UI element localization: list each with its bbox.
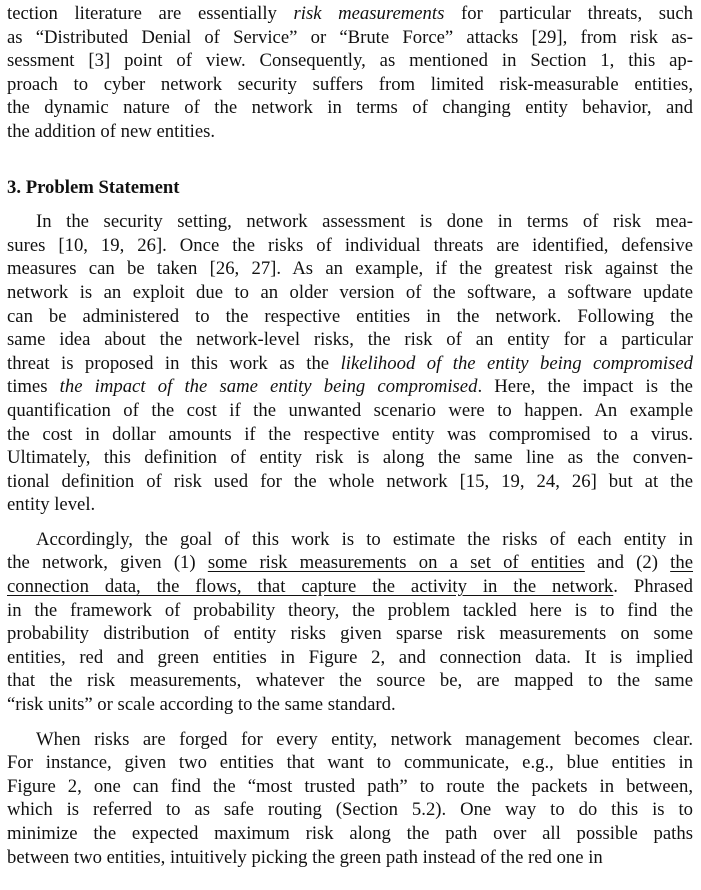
text-line: same idea about the network-level risks, the risk of an entity for a particular (7, 329, 693, 351)
paragraph-network-management (7, 728, 693, 870)
text-line: as “Distributed Denial of Service” or “Brute Force” attacks [29], from risk as- (7, 26, 693, 48)
text-line: proach to cyber network security suffers from limited risk-measurable entities, (7, 73, 693, 95)
text-line: the network, given (1) some risk measurements on a set of entities and (2) the (7, 552, 694, 574)
text-line: the cost in dollar amounts if the respective entity was compromised to a virus. (7, 423, 693, 445)
text-line: When risks are forged for every entity, network management becomes clear. (36, 728, 693, 750)
text-line: sures [10, 19, 26]. Once the risks of individual threats are identified, defensive (7, 234, 693, 256)
text-line: tional definition of risk used for the whole network [15, 19, 24, 26] but at the (7, 470, 693, 492)
document-page (7, 2, 693, 869)
text-line: For instance, given two entities that want to communicate, e.g., blue entities in (7, 752, 693, 774)
text-line: In the security setting, network assessment is done in terms of risk mea- (36, 211, 693, 233)
text-line: that the risk measurements, whatever the source be, are mapped to the same (7, 670, 693, 692)
underlined-text: connection data, the flows, that capture the activity in the network (7, 576, 614, 598)
emphasis-text: the impact of the same entity being compromised (59, 376, 478, 398)
text-line: minimize the expected maximum risk along the path over all possible paths (7, 823, 693, 844)
text-line: entities, red and green entities in Figure 2, and connection data. It is implied (7, 646, 693, 668)
paragraph-risk-definition (7, 210, 693, 517)
paragraph-goal (7, 528, 693, 717)
text-line: in the framework of probability theory, the problem tackled here is to find the (7, 599, 693, 621)
emphasis-text: likelihood of the entity being compromised (340, 352, 693, 374)
text-line: probability distribution of entity risks given sparse risk measurements on some (7, 623, 693, 645)
text-line: the dynamic nature of the network in terms of changing entity behavior, and (7, 97, 693, 119)
text-line: entity level. (7, 494, 96, 516)
text-line: Accordingly, the goal of this work is to estimate the risks of each entity in (36, 528, 693, 550)
text-line: quantification of the cost if the unwanted scenario were to happen. An example (7, 399, 693, 421)
section-number: 3. (7, 176, 22, 198)
text-line: Figure 2, one can find the “most trusted path” to route the packets in between, (7, 775, 693, 797)
text-line: network is an exploit due to an older version of the software, a software update (7, 281, 693, 303)
text-line: tection literature are essentially risk measurements for particular threats, such (7, 3, 693, 24)
section-title: Problem Statement (25, 176, 180, 198)
underlined-text: the (670, 552, 694, 574)
text-line: the addition of new entities. (7, 120, 216, 142)
text-line: Ultimately, this definition of entity risk is along the same line as the conven- (7, 447, 693, 469)
section-heading (7, 176, 693, 200)
text-line: connection data, the flows, that capture the activity in the network. Phrased (7, 576, 693, 598)
text-line: which is referred to as safe routing (Section 5.2). One way to do this is to (7, 799, 693, 821)
text-line: can be administered to the respective entities in the network. Following the (7, 305, 693, 327)
text-line: times the impact of the same entity being compromised. Here, the impact is the (7, 376, 693, 398)
text-line: threat is proposed in this work as the likelihood of the entity being compromised (7, 352, 693, 374)
underlined-text: some risk measurements on a set of entities (207, 552, 585, 574)
text-line: sessment [3] point of view. Consequently, as mentioned in Section 1, this ap- (7, 50, 693, 72)
text-line: measures can be taken [26, 27]. As an example, if the greatest risk against the (7, 258, 693, 280)
text-line: “risk units” or scale according to the same standard. (7, 694, 396, 716)
intro-paragraph (7, 2, 693, 144)
text-line: between two entities, intuitively picking the green path instead of the red one in (7, 846, 603, 868)
emphasis-text: risk measurements (293, 3, 445, 24)
